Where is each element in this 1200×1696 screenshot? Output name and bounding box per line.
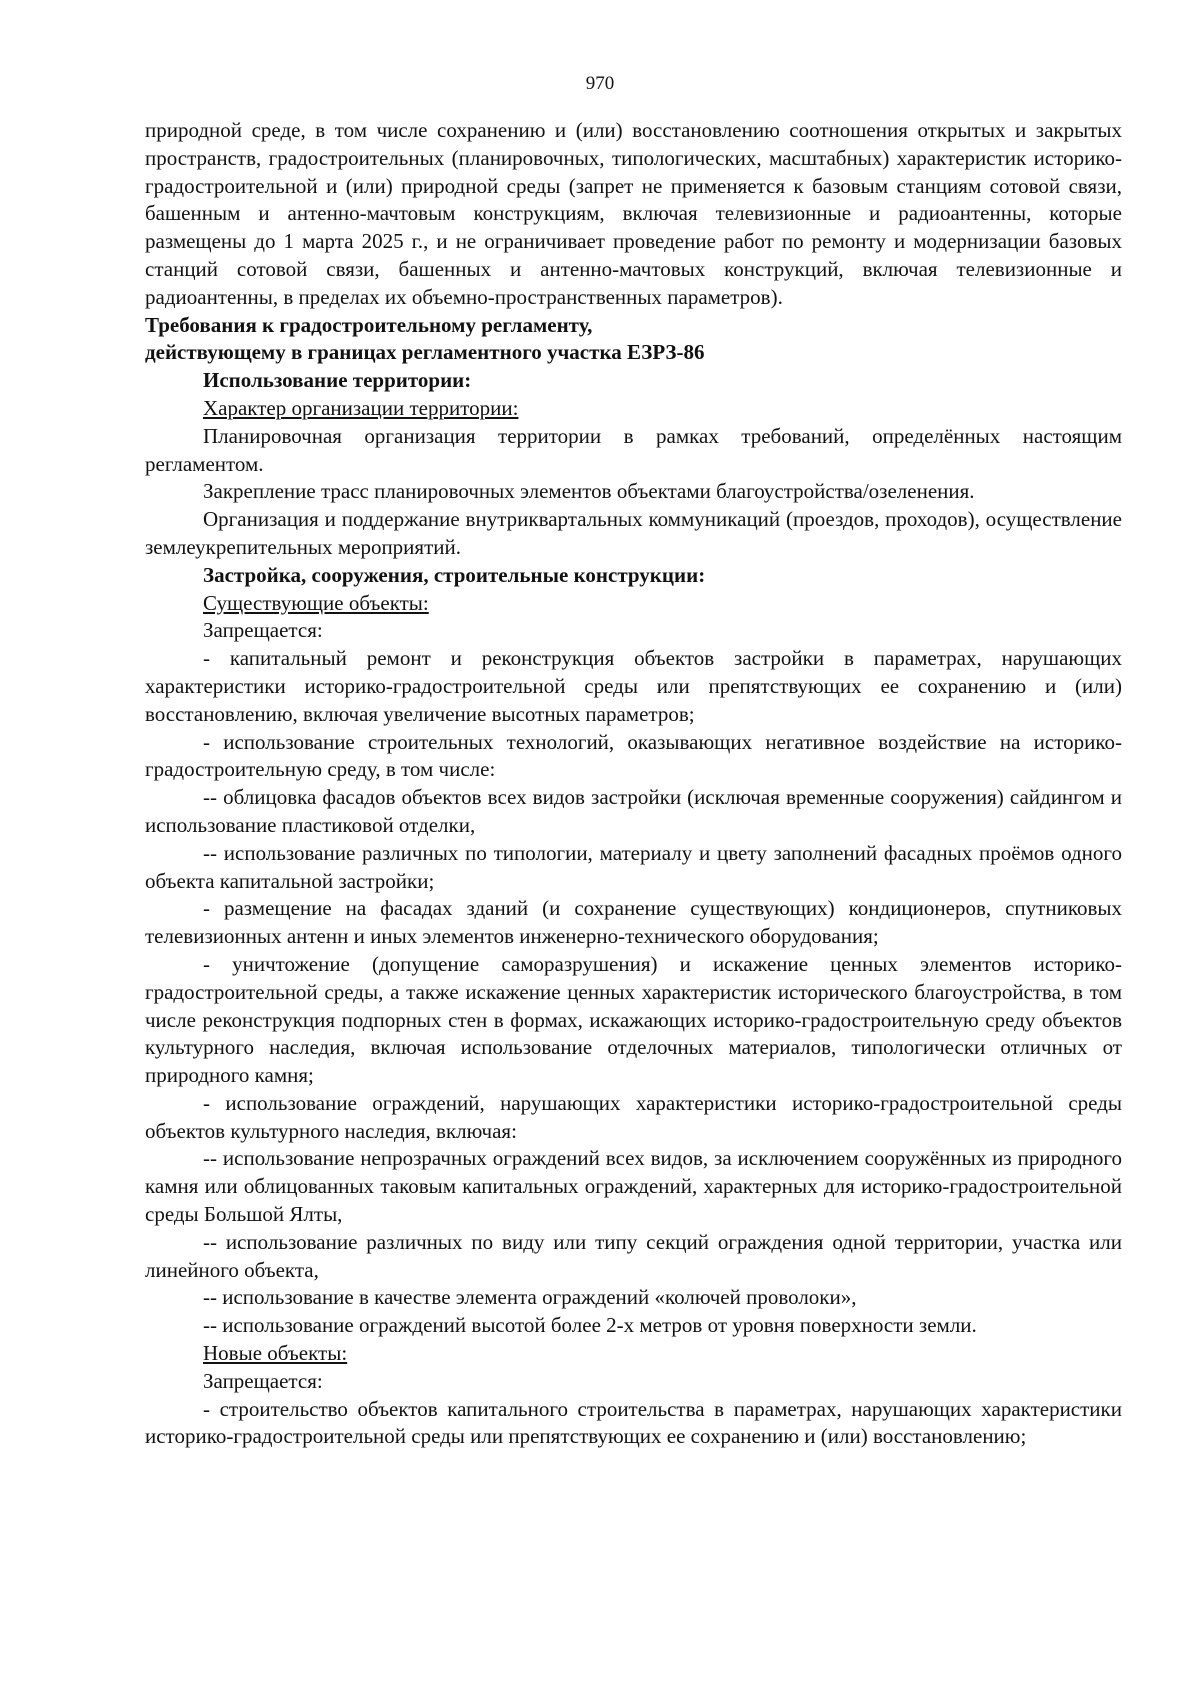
list-item: - использование ограждений, нарушающих характеристики историко-градостроительной среды объектов культурного наследия, включая: (145, 1090, 1122, 1143)
list-item: - размещение на фасадах зданий (и сохранение существующих) кондиционеров, спутниковых телевизионных антенн и иных элементов инженерно-технического оборудования; (145, 896, 1122, 949)
document-body (145, 117, 1122, 1451)
list-subitem: -- использование непрозрачных ограждений всех видов, за исключением сооружённых из природного камня или облицованных таковым капитальных ограждений, характерных для историко-градостроительной среды Большой Ялты, (145, 1146, 1122, 1227)
paragraph-communications: Организация и поддержание внутриквартальных коммуникаций (проездов, проходов), осуществление землеукрепительных мероприятий. (145, 507, 1122, 559)
list-item: - строительство объектов капитального строительства в параметрах, нарушающих характеристики историко-градостроительной среды или препятствующих ее сохранению и (или) восстановлению; (145, 1396, 1122, 1449)
list-subitem: -- использование в качестве элемента ограждений «колючей проволоки», (203, 1285, 857, 1310)
paragraph-continuation: природной среде, в том числе сохранению и (или) восстановлению соотношения открытых и закрытых пространств, градостроительных (планировочных, типологических, масштабных) характеристик историко-градостроительной и (или) природной среды (запрет не применяется к базовым станциям сотовой связи, башенным и антенно-мачтовым конструкциям, включая телевизионные и радиоантенны, которые размещены до 1 марта 2025 г., и не ограничивает проведение работ по ремонту и модернизации базовых станций сотовой связи, башенных и антенно-мачтовых конструкций, включая телевизионные и радиоантенны, в пределах их объемно-пространственных параметров). (145, 118, 1122, 309)
page-number: 970 (585, 73, 615, 94)
prohibited-label: Запрещается: (203, 1368, 323, 1393)
underlined-label: Новые объекты: (203, 1341, 348, 1366)
subheading-existing-objects (145, 590, 1122, 618)
list-item: - капитальный ремонт и реконструкция объектов застройки в параметрах, нарушающих характеристики историко-градостроительной среды или препятствующих ее сохранению и (или) восстановлению, включая увеличение высотных параметров; (145, 646, 1122, 726)
list-subitem: -- использование различных по типологии, материалу и цвету заполнений фасадных проёмов одного объекта капитальной застройки; (145, 840, 1122, 893)
list-subitem: -- использование ограждений высотой более 2-х метров от уровня поверхности земли. (203, 1313, 977, 1338)
paragraph-planning-organization: Планировочная организация территории в рамках требований, определённых настоящим регламентом. (145, 423, 1122, 476)
prohibited-label: Запрещается: (203, 618, 323, 643)
list-item: - уничтожение (допущение саморазрушения) и искажение ценных элементов историко-градостроительной среды, а также искажение ценных характеристик исторического благоустройства, в том числе реконструкция подпорных стен в формах, искажающих историко-градостроительную среду объектов культурного наследия, включая использование отделочных материалов, типологически отличных от природного камня; (145, 951, 1122, 1088)
section-heading-line-2: действующему в границах регламентного участка ЕЗРЗ-86 (145, 340, 705, 365)
list-item: - использование строительных технологий, оказывающих негативное воздействие на историко-градостроительную среду, в том числе: (145, 729, 1122, 782)
list-subitem: -- использование различных по виду или типу секций ограждения одной территории, участка или линейного объекта, (145, 1229, 1122, 1282)
subheading-new-objects (145, 1340, 1122, 1368)
list-subitem: -- облицовка фасадов объектов всех видов застройки (исключая временные сооружения) сайдингом и использование пластиковой отделки, (145, 785, 1122, 837)
paragraph-route-fixing: Закрепление трасс планировочных элементов объектами благоустройства/озеленения. (203, 479, 975, 504)
subheading-construction: Застройка, сооружения, строительные конструкции: (203, 562, 706, 587)
subheading-territory-use: Использование территории: (203, 368, 472, 393)
subheading-territory-organization (145, 395, 1122, 423)
underlined-label: Характер организации территории: (203, 395, 519, 420)
underlined-label: Существующие объекты: (203, 590, 429, 615)
section-heading-line-1: Требования к градостроительному регламенту, (145, 312, 593, 337)
